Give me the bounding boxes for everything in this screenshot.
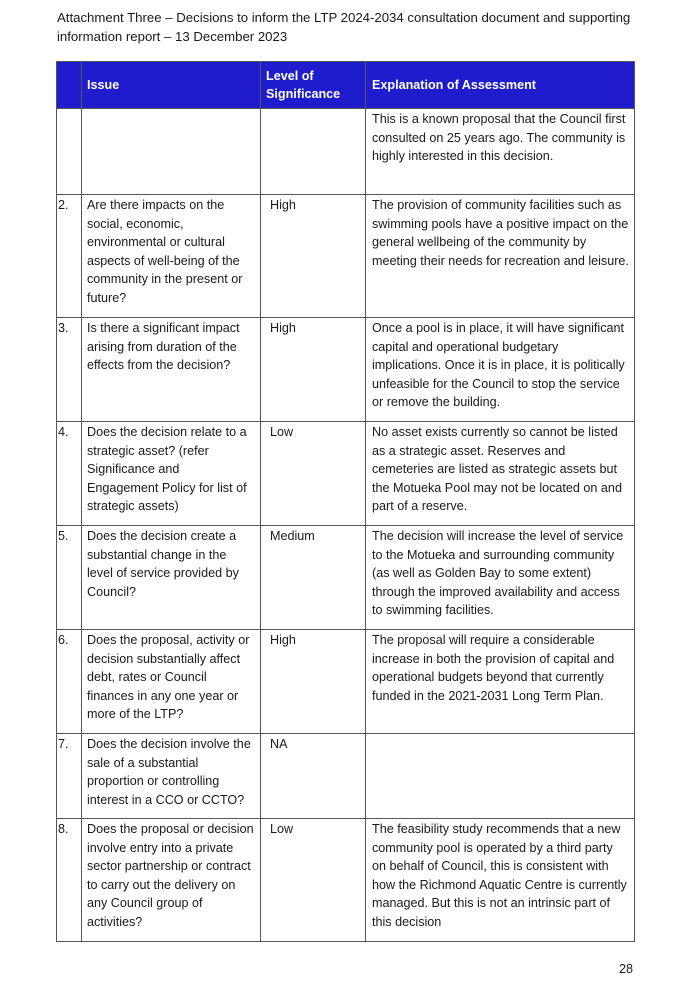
level-cell: [261, 526, 366, 630]
explanation-cell: [366, 318, 635, 422]
explanation-text: Once a pool is in place, it will have significant capital and operational budgetary implications. Once it is in place, it is politically unfeasible for the Council to stop the service or remove the building.: [372, 321, 625, 409]
table-row: [57, 734, 635, 819]
level-text: Medium: [270, 529, 315, 543]
row-number-cell: [57, 195, 82, 318]
row-number: [57, 109, 81, 110]
header-line-1: Attachment Three – Decisions to inform the LTP 2024-2034 consultation document and supporting: [57, 10, 631, 25]
level-cell: [261, 318, 366, 422]
issue-text: [82, 109, 260, 114]
table-row: [57, 195, 635, 318]
row-number: 3.: [58, 321, 69, 335]
level-text: High: [270, 198, 296, 212]
level-text: High: [270, 321, 296, 335]
table-row: [57, 630, 635, 734]
document-header: [57, 9, 657, 46]
level-text: Low: [270, 425, 294, 439]
issue-cell: [82, 526, 261, 630]
row-number: 5.: [58, 529, 69, 543]
row-number-cell: [57, 318, 82, 422]
explanation-cell: [366, 422, 635, 526]
explanation-text: The provision of community facilities such as swimming pools have a positive impact on the general wellbeing of the community by meeting their needs for recreation and leisure.: [372, 198, 629, 268]
row-number: 2.: [58, 198, 69, 212]
row-number-cell: [57, 734, 82, 819]
level-cell: [261, 734, 366, 819]
issue-cell: [82, 109, 261, 195]
header-explanation: Explanation of Assessment: [366, 62, 635, 109]
issue-cell: [82, 195, 261, 318]
explanation-text: The feasibility study recommends that a new community pool is operated by a third party on behalf of Council, this is consistent with how the Richmond Aquatic Centre is currently managed. But this is not an intrinsic part of this decision: [372, 822, 627, 929]
issue-text: Is there a significant impact arising from duration of the effects from the decision?: [87, 321, 240, 372]
explanation-cell: [366, 195, 635, 318]
explanation-cell: [366, 734, 635, 819]
header-line-2: information report – 13 December 2023: [57, 28, 288, 44]
issue-text: Are there impacts on the social, economic, environmental or cultural aspects of well-being of the community in the present or future?: [87, 198, 243, 305]
level-text: Low: [270, 822, 294, 836]
explanation-text: This is a known proposal that the Council first consulted on 25 years ago. The community is highly interested in this decision.: [372, 112, 626, 163]
explanation-text: The proposal will require a considerable increase in both the provision of capital and operational budgets beyond that currently funded in the 2021-2031 Long Term Plan.: [372, 633, 615, 703]
row-number-cell: [57, 526, 82, 630]
issue-cell: [82, 630, 261, 734]
header-level-line-1: Level of: [266, 69, 314, 83]
explanation-cell: [366, 630, 635, 734]
issue-text: Does the decision create a substantial change in the level of service provided by Council?: [87, 529, 239, 599]
row-number-cell: [57, 422, 82, 526]
issue-cell: [82, 734, 261, 819]
issue-text: Does the proposal or decision involve entry into a private sector partnership or contract to carry out the delivery on any Council group of activities?: [87, 822, 254, 929]
page-number: 28: [619, 962, 634, 976]
row-number: 4.: [58, 425, 69, 439]
row-number: 8.: [58, 822, 69, 836]
level-cell: [261, 109, 366, 195]
level-cell: [261, 195, 366, 318]
issue-cell: [82, 318, 261, 422]
explanation-cell: [366, 526, 635, 630]
row-number: 6.: [58, 633, 69, 647]
row-number-cell: [57, 109, 82, 195]
level-cell: [261, 630, 366, 734]
issue-text: Does the decision relate to a strategic asset? (refer Significance and Engagement Policy for list of strategic assets): [87, 425, 247, 513]
header-level-line-2: Significance: [266, 87, 341, 101]
level-text: High: [270, 633, 296, 647]
row-number-cell: [57, 819, 82, 942]
row-number: 7.: [58, 737, 69, 751]
level-text: [261, 109, 365, 110]
row-number-cell: [57, 630, 82, 734]
header-issue: Issue: [82, 62, 261, 109]
assessment-table: [56, 61, 635, 942]
table-row: [57, 819, 635, 942]
issue-cell: [82, 422, 261, 526]
header-number: [57, 62, 82, 109]
table-row: [57, 318, 635, 422]
table-header-row: [57, 62, 635, 109]
issue-text: Does the proposal, activity or decision substantially affect debt, rates or Council finances in any one year or more of the LTP?: [87, 633, 250, 721]
level-text: NA: [270, 737, 288, 751]
level-cell: [261, 819, 366, 942]
level-cell: [261, 422, 366, 526]
header-level: [261, 62, 366, 109]
explanation-text: The decision will increase the level of service to the Motueka and surrounding community (as well as Golden Bay to some extent) through the improved availability and access to swimming facilities.: [372, 529, 624, 617]
issue-cell: [82, 819, 261, 942]
explanation-text: No asset exists currently so cannot be listed as a strategic asset. Reserves and cemeteries are listed as strategic assets but the Motueka Pool may not be located on and part of a reserve.: [372, 425, 622, 513]
table-row: [57, 526, 635, 630]
issue-text: Does the decision involve the sale of a substantial proportion or controlling interest in a CCO or CCTO?: [87, 737, 251, 807]
explanation-cell: [366, 819, 635, 942]
table-row: [57, 422, 635, 526]
table-row: [57, 109, 635, 195]
explanation-text: [366, 734, 634, 739]
explanation-cell: [366, 109, 635, 195]
